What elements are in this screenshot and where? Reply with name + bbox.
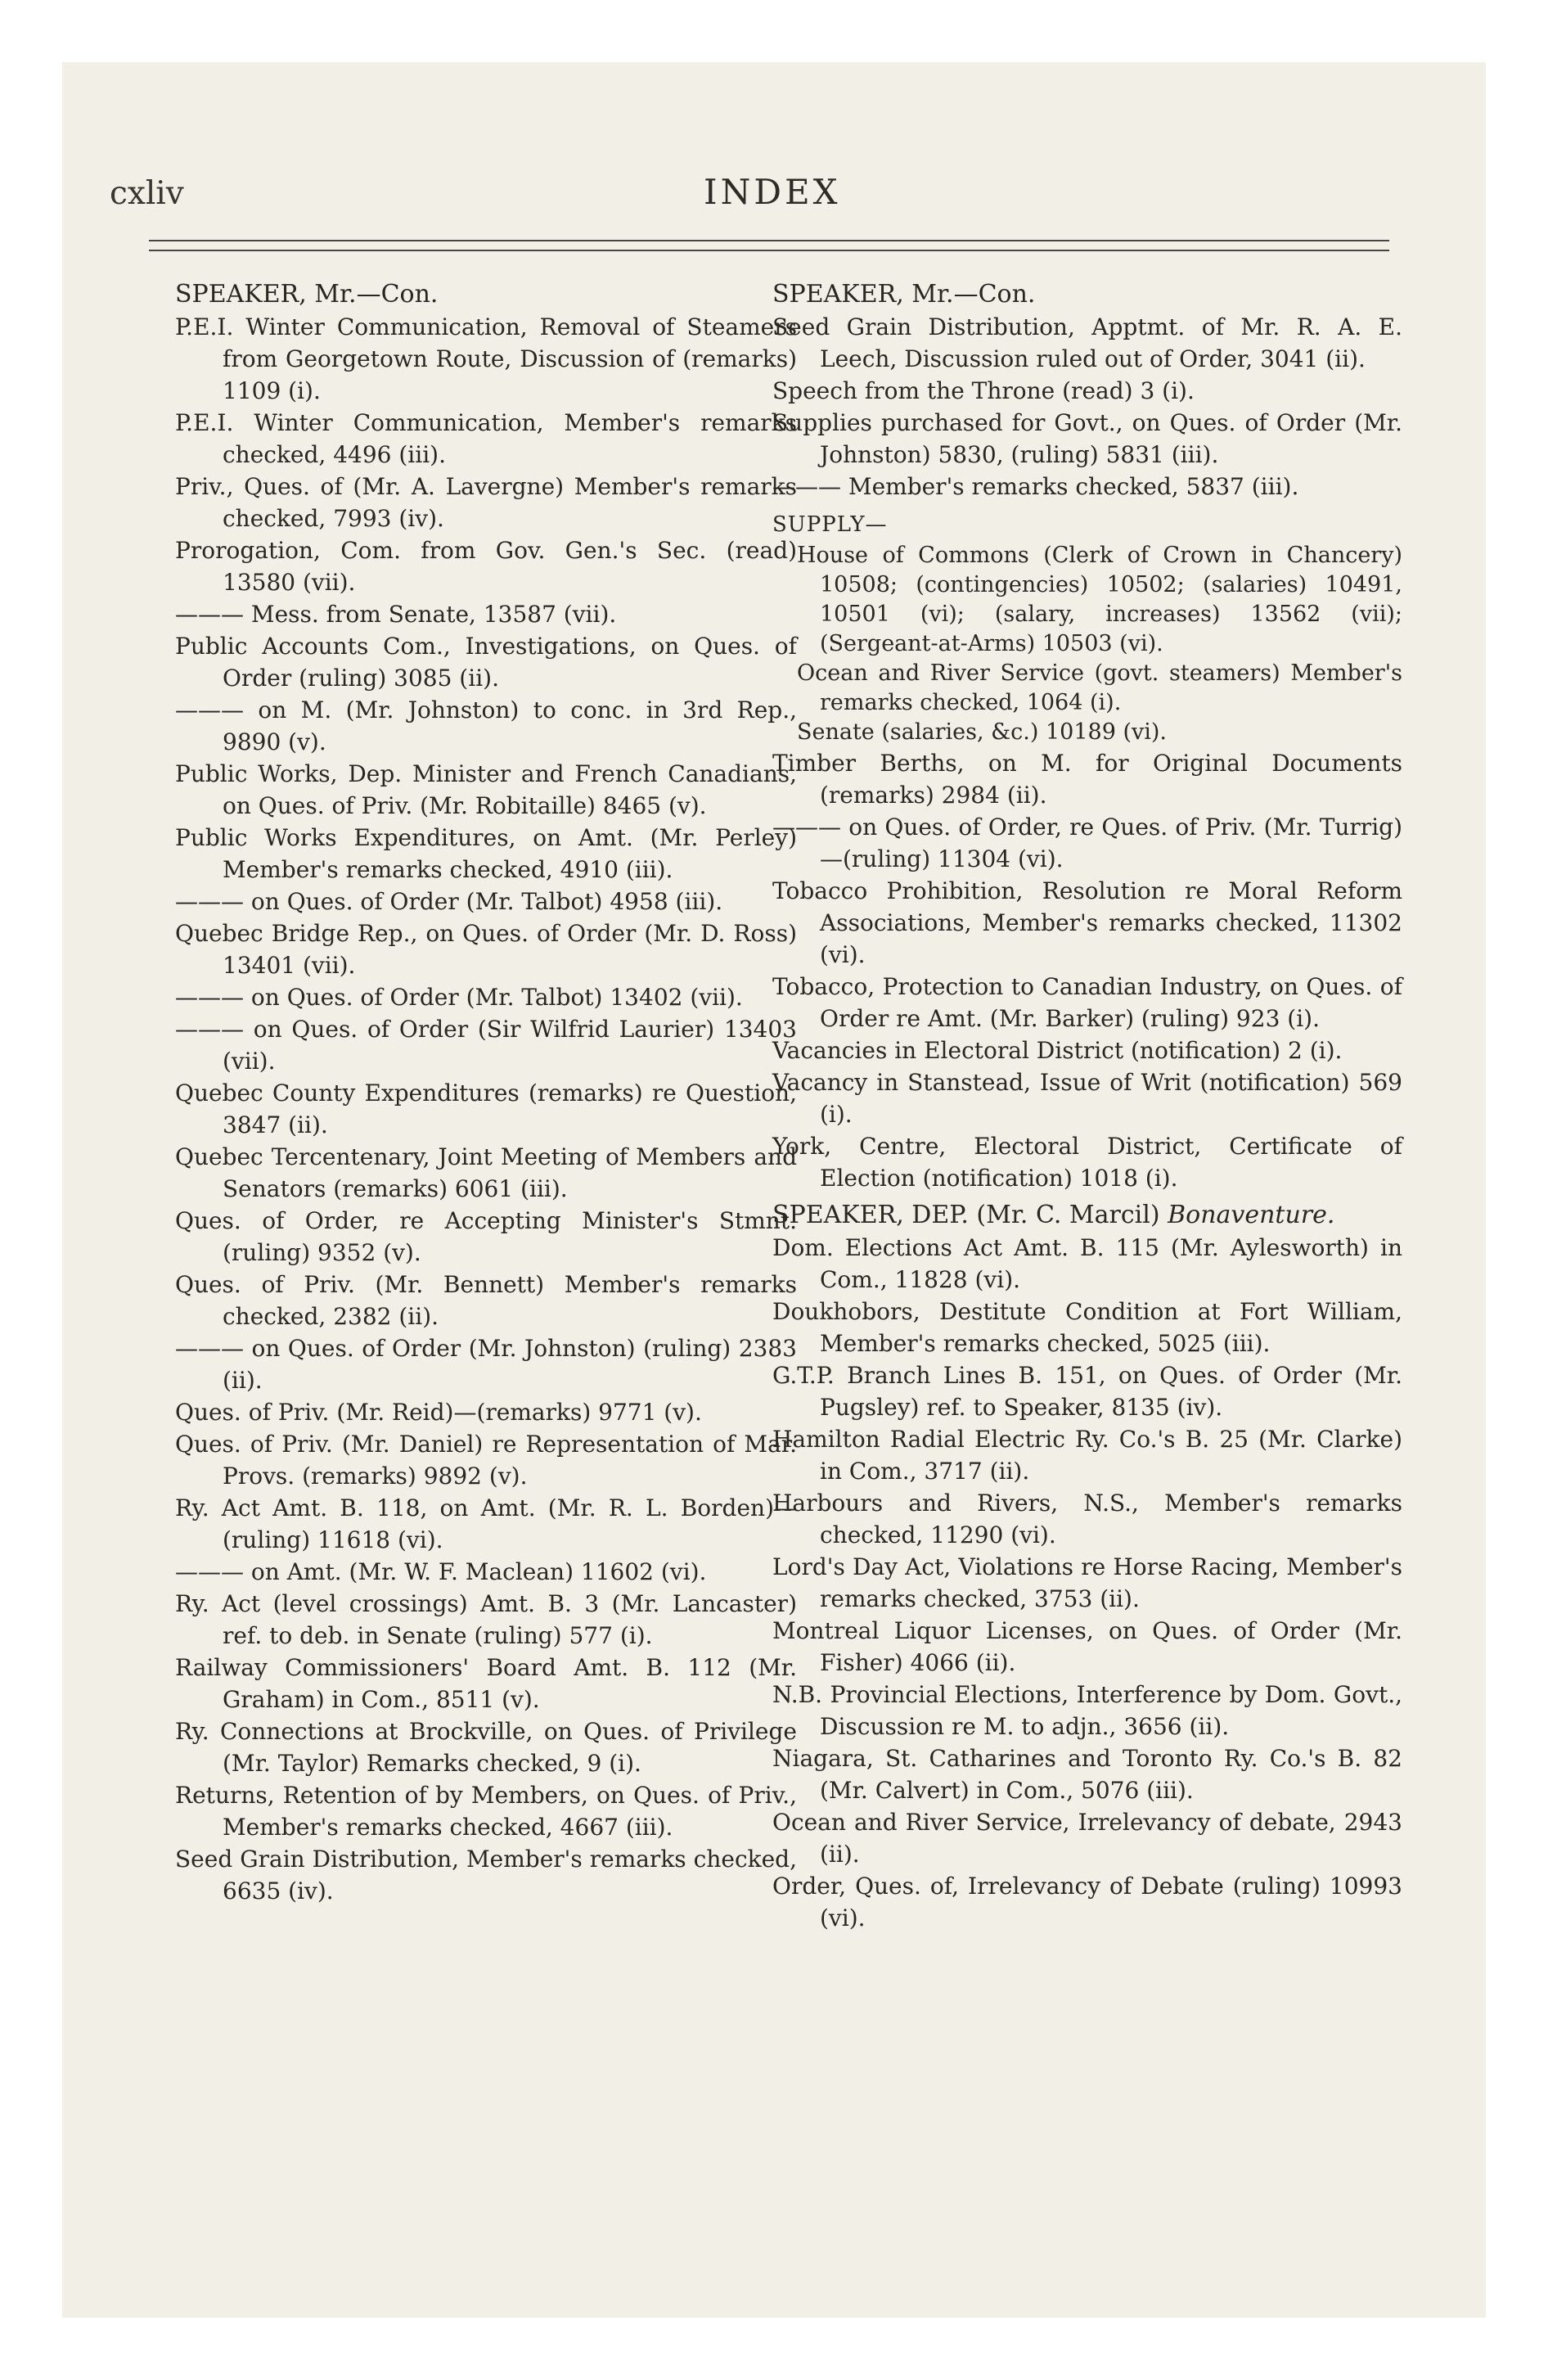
index-entry: Quebec Bridge Rep., on Ques. of Order (Mr. D. Ross) 13401 (vii). bbox=[175, 920, 797, 979]
index-entry: ——— Mess. from Senate, 13587 (vii). bbox=[175, 601, 617, 628]
column-heading: SPEAKER, Mr.—Con. bbox=[175, 280, 439, 309]
index-entry: Railway Commissioners' Board Amt. B. 112 (Mr. Graham) in Com., 8511 (v). bbox=[175, 1654, 797, 1713]
index-entry-list bbox=[772, 747, 1402, 1194]
header-rule-top bbox=[149, 240, 1389, 241]
index-entry: Public Works, Dep. Minister and French Canadians, on Ques. of Priv. (Mr. Robitaille) 8465 (v). bbox=[175, 760, 797, 819]
left-column bbox=[175, 278, 797, 1907]
index-entry: ——— Member's remarks checked, 5837 (iii). bbox=[772, 473, 1299, 500]
index-entry: Vacancy in Stanstead, Issue of Writ (notification) 569 (i). bbox=[772, 1069, 1402, 1128]
index-entry: Priv., Ques. of (Mr. A. Lavergne) Member's remarks checked, 7993 (iv). bbox=[175, 473, 797, 532]
index-entry: Ocean and River Service, Irrelevancy of debate, 2943 (ii). bbox=[772, 1809, 1402, 1868]
index-entry: Ques. of Priv. (Mr. Reid)—(remarks) 9771 (v). bbox=[175, 1399, 702, 1426]
index-entry: Doukhobors, Destitute Condition at Fort William, Member's remarks checked, 5025 (iii). bbox=[772, 1298, 1402, 1357]
index-entry-list bbox=[772, 311, 1402, 503]
index-entry: House of Commons (Clerk of Crown in Chancery) 10508; (contingencies) 10502; (salaries) 10491, 10501 (vi); (salary, increases) 13562 (vii); (Sergeant-at-Arms) 10503 (vi). bbox=[797, 543, 1402, 656]
index-entry: Quebec Tercentenary, Joint Meeting of Members and Senators (remarks) 6061 (iii). bbox=[175, 1143, 797, 1202]
index-entry: Lord's Day Act, Violations re Horse Racing, Member's remarks checked, 3753 (ii). bbox=[772, 1553, 1402, 1612]
index-entry: Seed Grain Distribution, Member's remarks checked, 6635 (iv). bbox=[175, 1846, 797, 1904]
index-entry: Ry. Act (level crossings) Amt. B. 3 (Mr. Lancaster) ref. to deb. in Senate (ruling) 577 (i). bbox=[175, 1590, 797, 1649]
index-entry: York, Centre, Electoral District, Certificate of Election (notification) 1018 (i). bbox=[772, 1133, 1402, 1192]
index-entry: Tobacco Prohibition, Resolution re Moral Reform Associations, Member's remarks checked, 11302 (vi). bbox=[772, 877, 1402, 968]
index-entry: Ques. of Priv. (Mr. Bennett) Member's remarks checked, 2382 (ii). bbox=[175, 1271, 797, 1330]
index-entry: Timber Berths, on M. for Original Documents (remarks) 2984 (ii). bbox=[772, 750, 1402, 809]
index-entry: Supplies purchased for Govt., on Ques. of Order (Mr. Johnston) 5830, (ruling) 5831 (iii). bbox=[772, 409, 1402, 468]
index-entry: Ques. of Order, re Accepting Minister's Stmnt. (ruling) 9352 (v). bbox=[175, 1207, 797, 1266]
index-entry: ——— on Amt. (Mr. W. F. Maclean) 11602 (vi). bbox=[175, 1558, 707, 1585]
index-entry: Ques. of Priv. (Mr. Daniel) re Representation of Mar. Provs. (remarks) 9892 (v). bbox=[175, 1431, 797, 1490]
page-number: cxliv bbox=[110, 175, 184, 212]
page-title: INDEX bbox=[704, 172, 841, 212]
index-entry: Order, Ques. of, Irrelevancy of Debate (ruling) 10993 (vi). bbox=[772, 1873, 1402, 1931]
index-entry: Niagara, St. Catharines and Toronto Ry. Co.'s B. 82 (Mr. Calvert) in Com., 5076 (iii). bbox=[772, 1745, 1402, 1804]
deputy-heading-text: SPEAKER, DEP. (Mr. C. Marcil) bbox=[772, 1201, 1160, 1229]
index-entry: Quebec County Expenditures (remarks) re Question, 3847 (ii). bbox=[175, 1080, 797, 1138]
index-entry: ——— on Ques. of Order (Mr. Johnston) (ruling) 2383 (ii). bbox=[175, 1335, 797, 1394]
index-entry: Ocean and River Service (govt. steamers) Member's remarks checked, 1064 (i). bbox=[797, 660, 1402, 715]
right-column bbox=[772, 278, 1402, 1934]
deputy-heading-riding: Bonaventure. bbox=[1168, 1201, 1335, 1229]
index-entry: Ry. Act Amt. B. 118, on Amt. (Mr. R. L. Borden)—(ruling) 11618 (vi). bbox=[175, 1494, 797, 1553]
index-entry: ——— on Ques. of Order (Sir Wilfrid Laurier) 13403 (vii). bbox=[175, 1016, 797, 1075]
index-entry: N.B. Provincial Elections, Interference by Dom. Govt., Discussion re M. to adjn., 3656 (ii). bbox=[772, 1681, 1402, 1740]
index-entry: Ry. Connections at Brockville, on Ques. of Privilege (Mr. Taylor) Remarks checked, 9 (i). bbox=[175, 1718, 797, 1777]
column-heading: SPEAKER, Mr.—Con. bbox=[772, 280, 1036, 309]
index-entry: Vacancies in Electoral District (notification) 2 (i). bbox=[772, 1037, 1343, 1064]
index-entry: Prorogation, Com. from Gov. Gen.'s Sec. (read) 13580 (vii). bbox=[175, 537, 797, 596]
index-entry-list bbox=[175, 311, 797, 1907]
supply-entry-list bbox=[772, 541, 1402, 747]
index-entry: Montreal Liquor Licenses, on Ques. of Order (Mr. Fisher) 4066 (ii). bbox=[772, 1617, 1402, 1676]
supply-heading: SUPPLY— bbox=[772, 512, 888, 537]
index-entry: G.T.P. Branch Lines B. 151, on Ques. of Order (Mr. Pugsley) ref. to Speaker, 8135 (iv). bbox=[772, 1362, 1402, 1421]
index-entry: ——— on Ques. of Order (Mr. Talbot) 4958 (iii). bbox=[175, 888, 723, 915]
index-entry: Public Works Expenditures, on Amt. (Mr. Perley) Member's remarks checked, 4910 (iii). bbox=[175, 824, 797, 883]
index-entry: Hamilton Radial Electric Ry. Co.'s B. 25 (Mr. Clarke) in Com., 3717 (ii). bbox=[772, 1426, 1402, 1485]
deputy-entry-list bbox=[772, 1232, 1402, 1934]
index-entry: P.E.I. Winter Communication, Removal of Steamers from Georgetown Route, Discussion of (remarks) 1109 (i). bbox=[175, 313, 797, 404]
index-entry: P.E.I. Winter Communication, Member's remarks checked, 4496 (iii). bbox=[175, 409, 797, 468]
index-entry: Tobacco, Protection to Canadian Industry, on Ques. of Order re Amt. (Mr. Barker) (ruling) 923 (i). bbox=[772, 973, 1402, 1032]
deputy-speaker-heading bbox=[772, 1199, 1402, 1231]
index-entry: Senate (salaries, &c.) 10189 (vi). bbox=[797, 719, 1167, 745]
index-entry: ——— on Ques. of Order (Mr. Talbot) 13402 (vii). bbox=[175, 984, 743, 1011]
header-rule-bottom bbox=[149, 250, 1389, 251]
index-entry: ——— on M. (Mr. Johnston) to conc. in 3rd Rep., 9890 (v). bbox=[175, 696, 797, 755]
index-entry: Seed Grain Distribution, Apptmt. of Mr. R. A. E. Leech, Discussion ruled out of Order, 3041 (ii). bbox=[772, 313, 1402, 372]
index-entry: Returns, Retention of by Members, on Ques. of Priv., Member's remarks checked, 4667 (iii). bbox=[175, 1782, 797, 1841]
index-entry: Dom. Elections Act Amt. B. 115 (Mr. Aylesworth) in Com., 11828 (vi). bbox=[772, 1234, 1402, 1293]
index-entry: Speech from the Throne (read) 3 (i). bbox=[772, 377, 1195, 404]
index-entry: Public Accounts Com., Investigations, on Ques. of Order (ruling) 3085 (ii). bbox=[175, 633, 797, 692]
index-entry: Harbours and Rivers, N.S., Member's remarks checked, 11290 (vi). bbox=[772, 1490, 1402, 1548]
index-entry: ——— on Ques. of Order, re Ques. of Priv. (Mr. Turrig)—(ruling) 11304 (vi). bbox=[772, 814, 1402, 872]
